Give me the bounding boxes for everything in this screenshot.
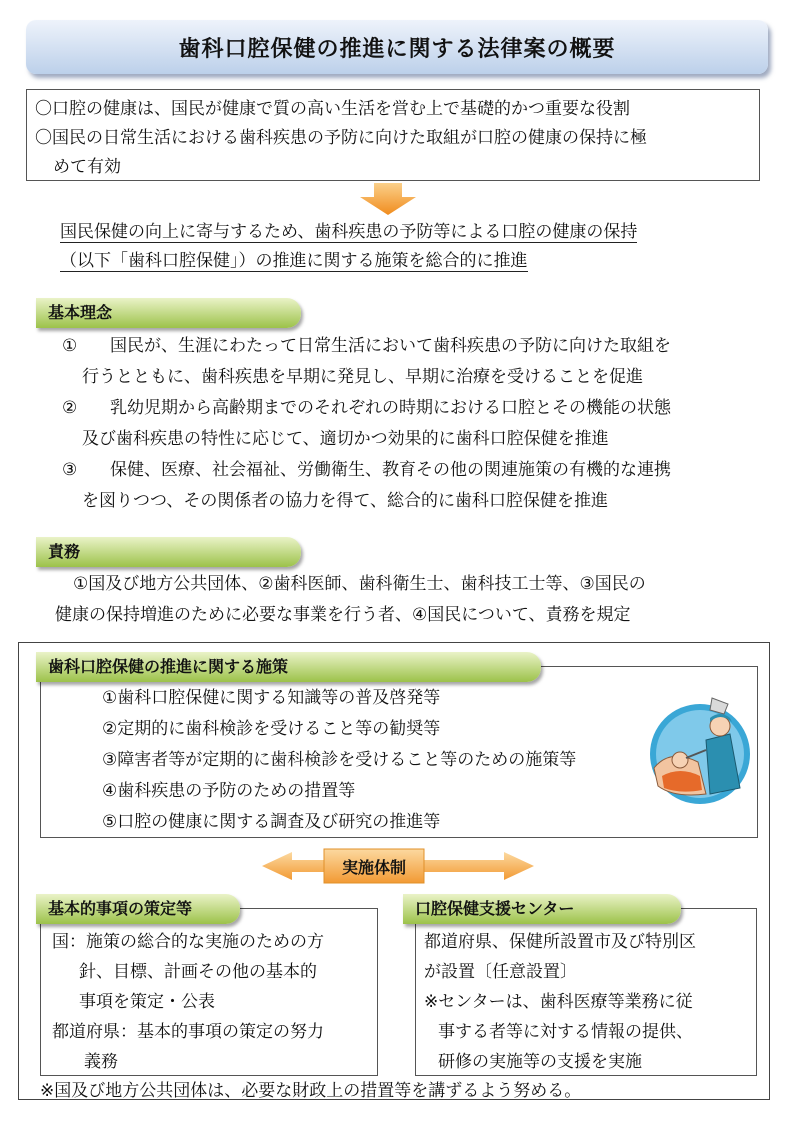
basic-matters-heading: 基本的事項の策定等: [36, 894, 240, 924]
item-text-continued: 及び歯科疾患の特性に応じて、適切かつ効果的に歯科口腔保健を推進: [82, 429, 609, 449]
basic-matters-line-5: 義務: [84, 1052, 118, 1072]
support-center-line-3: ※センターは、歯科医療等業務に従: [424, 992, 693, 1012]
responsibilities-line-1: ①国及び地方公共団体、②歯科医師、歯科衛生士、歯科技工士等、③国民の: [73, 574, 646, 594]
item-number: ③: [62, 460, 78, 480]
list-item: [62, 331, 762, 393]
support-center-line-1: 都道府県、保健所設置市及び特別区: [424, 932, 696, 952]
basic-principles-heading: 基本理念: [36, 298, 301, 328]
list-item: [62, 455, 762, 517]
responsibilities-text: [55, 569, 775, 631]
item-text: 乳幼児期から高齢期までのそれぞれの時期における口腔とその機能の状態: [110, 398, 671, 418]
item-number: ④: [102, 781, 118, 801]
measures-heading: 歯科口腔保健の推進に関する施策: [36, 652, 541, 682]
item-number: ①: [102, 688, 118, 708]
support-center-line-2: が設置〔任意設置〕: [424, 962, 577, 982]
item-number: ①: [62, 336, 78, 356]
basic-matters-line-4: 都道府県：基本的事項の策定の努力: [52, 1022, 324, 1042]
measures-list: [62, 683, 662, 838]
purpose-line-1: 国民保健の向上に寄与するため、歯科疾患の予防等による口腔の健康の保持: [60, 222, 638, 242]
item-number: ③: [102, 750, 118, 770]
item-text: 保健、医療、社会福祉、労働衛生、教育その他の関連施策の有機的な連携: [110, 460, 671, 480]
item-number: ②: [62, 398, 78, 418]
list-item: [62, 807, 662, 838]
item-text: 障害者等が定期的に歯科検診を受けること等のための施策等: [117, 750, 577, 770]
list-item: [62, 393, 762, 455]
list-item: [62, 683, 662, 714]
support-center-line-4: 事する者等に対する情報の提供、: [438, 1022, 693, 1042]
item-number: ②: [102, 719, 118, 739]
page-title: 歯科口腔保健の推進に関する法律案の概要: [26, 20, 768, 74]
responsibilities-line-2: 健康の保持増進のために必要な事業を行う者、④国民について、責務を規定: [55, 605, 631, 625]
premise-line-1: 〇口腔の健康は、国民が健康で質の高い生活を営む上で基礎的かつ重要な役割: [35, 99, 630, 119]
basic-matters-text: [52, 927, 374, 1077]
implementation-label: 実施体制: [341, 857, 406, 877]
basic-matters-line-2: 針、目標、計画その他の基本的: [79, 962, 317, 982]
basic-matters-line-3: 事項を策定・公表: [79, 992, 215, 1012]
item-text: 歯科疾患の予防のための措置等: [117, 781, 356, 801]
list-item: [62, 776, 662, 807]
item-text-continued: を図りつつ、その関係者の協力を得て、総合的に歯科口腔保健を推進: [82, 491, 608, 511]
down-arrow-icon: [360, 183, 416, 215]
premise-line-2: 〇国民の日常生活における歯科疾患の予防に向けた取組が口腔の健康の保持に極: [35, 128, 647, 148]
item-text: 国民が、生涯にわたって日常生活において歯科疾患の予防に向けた取組を: [110, 336, 671, 356]
premise-box: [26, 89, 760, 181]
basic-matters-line-1: 国：施策の総合的な実施のための方: [52, 932, 324, 952]
basic-principles-list: [62, 331, 762, 517]
item-text: 歯科口腔保健に関する知識等の普及啓発等: [117, 688, 441, 708]
footnote: ※国及び地方公共団体は、必要な財政上の措置等を講ずるよう努める。: [40, 1081, 582, 1101]
item-number: ⑤: [102, 812, 118, 832]
purpose-statement: [60, 218, 750, 276]
support-center-line-5: 研修の実施等の支援を実施: [438, 1052, 642, 1072]
item-text: 定期的に歯科検診を受けること等の勧奨等: [117, 719, 441, 739]
list-item: [62, 714, 662, 745]
support-center-text: [424, 927, 756, 1077]
item-text-continued: 行うとともに、歯科疾患を早期に発見し、早期に治療を受けることを促進: [82, 367, 643, 387]
dentist-illustration-icon: [640, 690, 760, 810]
purpose-line-2: （以下「歯科口腔保健」）の推進に関する施策を総合的に推進: [60, 251, 528, 271]
list-item: [62, 745, 662, 776]
item-text: 口腔の健康に関する調査及び研究の推進等: [117, 812, 441, 832]
premise-line-3: めて有効: [53, 157, 121, 177]
responsibilities-heading: 責務: [36, 537, 301, 567]
support-center-heading: 口腔保健支援センター: [403, 894, 681, 924]
